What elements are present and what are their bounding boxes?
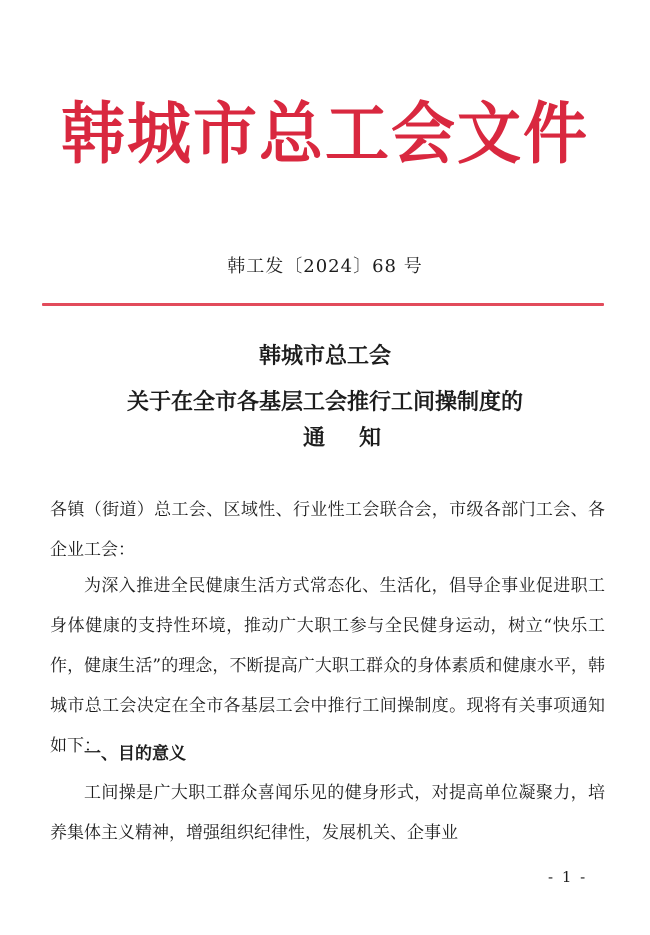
body-paragraph-2: 工间操是广大职工群众喜闻乐见的健身形式，对提高单位凝聚力，培养集体主义精神，增强组织纪律性，发展机关、企事业 <box>50 783 605 843</box>
document-number: 韩工发〔2024〕68 号 <box>227 256 423 277</box>
masthead-title: 韩城市总工会文件 <box>61 96 589 174</box>
red-divider-line <box>42 303 604 306</box>
notice-title-issuer: 韩城市总工会 <box>258 343 391 369</box>
notice-title-subject: 关于在全市各基层工会推行工间操制度的 <box>126 389 523 415</box>
salutation: 各镇（街道）总工会、区域性、行业性工会联合会，市级各部门工会、各企业工会： <box>50 500 605 560</box>
section-heading-1: 一、目的意义 <box>84 744 186 764</box>
body-paragraph-1: 为深入推进全民健康生活方式常态化、生活化，倡导企事业促进职工身体健康的支持性环境，推动广大职工参与全民健身运动，树立“快乐工作，健康生活”的理念，不断提高广大职工群众的身体素质和健康水平，韩城市总工会决定在全市各基层工会中推行工间操制度。现将有关事项通知如下： <box>50 576 605 756</box>
page-number: - 1 - <box>548 868 588 886</box>
notice-title-type: 通知 <box>302 425 415 451</box>
